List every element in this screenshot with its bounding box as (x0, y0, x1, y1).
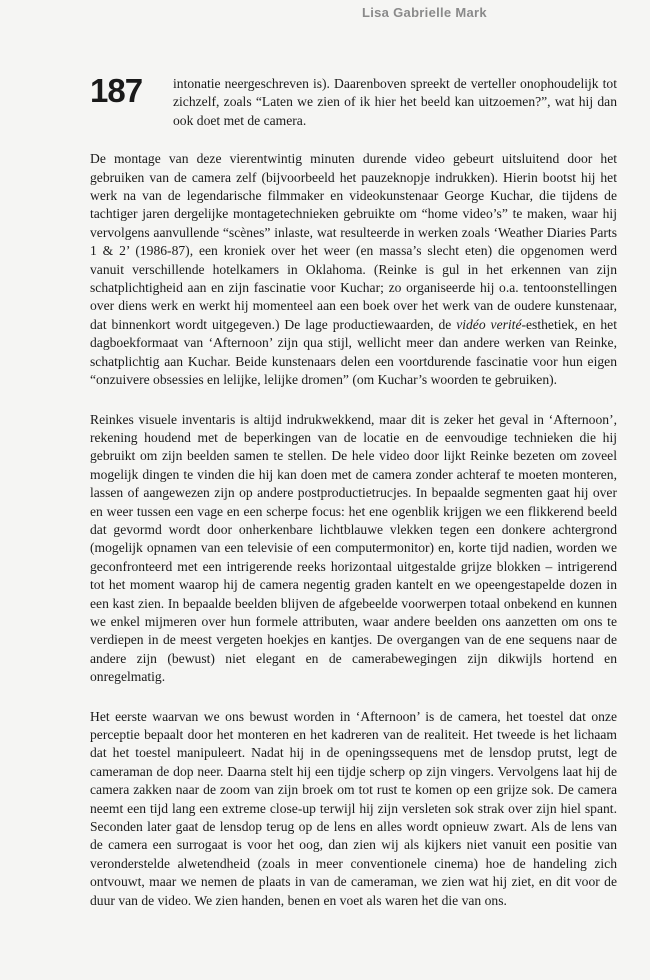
body-text (90, 75, 617, 910)
paragraph-2 (90, 150, 617, 389)
paragraph-3: Reinkes visuele inventaris is altijd indrukwekkend, maar dit is zeker het geval in ‘Afternoon’, rekening houdend met de beperkingen van de locatie en de eenvoudige technieken die hij gebruikt om zijn beelden samen te stellen. De hele video door lijkt Reinke bezeten om zoveel mogelijk dingen te vinden die hij kan doen met de camera zonder achteraf te moeten monteren, lassen of aangewezen zijn op andere postproductietrucjes. In bepaalde segmenten gaat hij over en weer tussen een vage en een scherpe focus: het ene ogenblik krijgen we een flikkerend beeld dat gevormd wordt door onherkenbare lichtblauwe vlekken tegen een donkere achtergrond (mogelijk opnamen van een televisie of een computermonitor) en, korte tijd nadien, worden we geconfronteerd met een intrigerende reeks horizontaal uitgestalde grijze blokken – intrigerend tot het moment waarop hij de camera negentig graden kantelt en we opeengestapelde dozen in een kast zien. In bepaalde beelden blijven de afgebeelde voorwerpen totaal onbekend en kunnen we enkel mijmeren over hun formele attributen, waar andere beelden ons aanzetten om ons te verdiepen in de meest vergeten hoekjes en kantjes. De overgangen van de ene sequens naar de andere zijn (bewust) niet elegant en de camerabewegingen zijn dikwijls hortend en onregelmatig. (90, 411, 617, 685)
paragraph-2-tail: -esthetiek, en het dagboekformaat van ‘Afternoon’ zijn qua stijl, wellicht meer dan andere werken van Reinke, schatplichtig aan Kuchar. Beide kunstenaars delen een voortdurende fascinatie voor hun eigen “onzuivere obsessies en lelijke, lelijke dromen” (om Kuchar’s woorden te gebruiken). (90, 316, 617, 388)
paragraph-4: Het eerste waarvan we ons bewust worden in ‘Afternoon’ is de camera, het toestel dat onze perceptie bepaalt door het monteren en het kadreren van de realiteit. Het tweede is het lichaam dat het toestel manipuleert. Nadat hij in de openingssequens met de lensdop prutst, legt de cameraman de dop neer. Daarna stelt hij een tijdje scherp op zijn vingers. Vervolgens laat hij de camera zakken naar de zoom van zijn broek om tot rust te komen op een grijze sok. De camera neemt een tijd lang een extreme close-up terwijl hij zijn versleten sok strak over zijn hiel spant. Seconden later gaat de lensdop terug op de lens en alles wordt opnieuw zwart. Als de lens van de camera een surrogaat is voor het oog, dan zien wij als kijkers niet vanuit een positie van veronderstelde alwetendheid (zoals in meer conventionele cinema) hoe de handeling zich ontvouwt, maar we nemen de plaats in van de cameraman, we zien wat hij ziet, en dit voor de duur van de video. We zien handen, benen en voet als waren het die van ons. (90, 708, 617, 908)
running-header-author: Lisa Gabrielle Mark (362, 5, 487, 20)
page-number: 187 (90, 72, 143, 109)
paragraph-2-text: De montage van deze vierentwintig minuten durende video gebeurt uitsluitend door het gebruiken van de camera zelf (bijvoorbeeld het pauzeknopje indrukken). Hierin bootst hij het werk na van de legendarische filmmaker en videokunstenaar George Kuchar, die tijdens de tachtiger jaren dergelijke montagetechnieken gebruikte om “home video’s” te maken, waar hij vervolgens aanvullende “scènes” inlaste, wat resulteerde in werken zoals ‘Weather Diaries Parts 1 & 2’ (1986-87), een kroniek over het weer (en massa’s slecht eten) die opgenomen werd vanuit verschillende hotelkamers in Oklahoma. (Reinke is gul in het erkennen van zijn schatplichtigheid aan en zijn fascinatie voor Kuchar; zo organiseerde hij o.a. tentoonstellingen over diens werk en werkt hij momenteel aan een boek over het werk van de oudere kunstenaar, dat binnenkort wordt uitgegeven.) De lage productiewaarden, de (90, 151, 617, 332)
paragraph-1: intonatie neergeschreven is). Daarenboven spreekt de verteller onophoudelijk tot zichzelf, zoals “Laten we zien of ik hier het beeld kan uitzoemen?”, wat hij dan ook doet met de camera. (173, 76, 617, 128)
paragraph-2-italic: vidéo verité (456, 316, 522, 332)
